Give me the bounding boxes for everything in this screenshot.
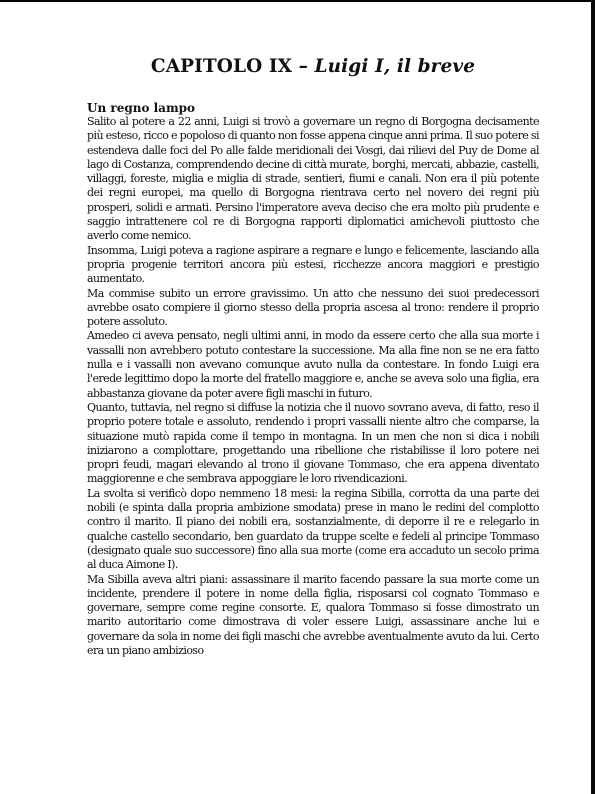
paragraph: Insomma, Luigi poteva a ragione aspirare a regnare e lungo e felicemente, lasciando alla propria progenie territori ancora più estesi, ricchezze ancora maggiori e prestigio aumentato. <box>87 243 539 286</box>
paragraph: Amedeo ci aveva pensato, negli ultimi anni, in modo da essere certo che alla sua morte i vassalli non avrebbero potuto contestare la successione. Ma alla fine non se ne era fatto nulla e i vassalli non avevano comunque avuto nulla da contestare. In fondo Luigi era l'erede legittimo dopo la morte del fratello maggiore e, anche se aveva solo una figlia, era abbastanza giovane da poter avere figli maschi in futuro. <box>87 329 539 400</box>
paragraph: Ma commise subito un errore gravissimo. Un atto che nessuno dei suoi predecessori avrebbe osato compiere il giorno stesso della propria ascesa al trono: rendere il proprio potere assoluto. <box>87 286 539 329</box>
chapter-subtitle: Luigi I, il breve <box>314 56 476 77</box>
chapter-title <box>87 56 539 77</box>
page-top-border <box>0 0 595 2</box>
page-right-border <box>591 0 595 794</box>
paragraph: Quanto, tuttavia, nel regno si diffuse la notizia che il nuovo sovrano aveva, di fatto, reso il proprio potere totale e assoluto, rendendo i propri vassalli niente altro che comparse, la situazione mutò rapida come il tempo in montagna. In un men che non si dica i nobili iniziarono a complottare, progettando una ribellione che ristabilisse il loro potere nei propri feudi, magari elevando al trono il giovane Tommaso, che era appena diventato maggiorenne e che sembrava appoggiare le loro rivendicazioni. <box>87 400 539 486</box>
paragraph: Ma Sibilla aveva altri piani: assassinare il marito facendo passare la sua morte come un incidente, prendere il potere in nome della figlia, risposarsi col cognato Tommaso e governare, sempre come regine consorte. E, qualora Tommaso si fosse dimostrato un marito autoritario come dimostrava di voler essere Luigi, assassinare anche lui e governare da sola in nome dei figli maschi che avrebbe aventualmente avuto da lui. Certo era un piano ambizioso <box>87 572 539 657</box>
section-heading: Un regno lampo <box>87 101 196 115</box>
paragraph: Salito al potere a 22 anni, Luigi si trovò a governare un regno di Borgogna decisamente più esteso, ricco e popoloso di quanto non fosse appena cinque anni prima. Il suo potere si estendeva dalle foci del Po alle falde meridionali dei Vosgi, dai rilievi del Puy de Dome al lago di Costanza, comprendendo decine di città murate, borghi, mercati, abbazie, castelli, villaggi, foreste, miglia e miglia di strade, sentieri, fiumi e canali. Non era il più potente dei regni europei, ma quello di Borgogna rientrava certo nel novero dei regni più prosperi, solidi e armati. Persino l'imperatore aveva deciso che era molto più prudente e saggio intrattenere col re di Borgogna rapporti diplomatici amichevoli piuttosto che averlo come nemico. <box>87 115 539 243</box>
paragraph: La svolta si verificò dopo nemmeno 18 mesi: la regina Sibilla, corrotta da una parte dei nobili (e spinta dalla propria ambizione smodata) prese in mano le redini del complotto contro il marito. Il piano dei nobili era, sostanzialmente, di deporre il re e relegarlo in qualche castello secondario, ben guardato da truppe scelte e fedeli al principe Tommaso (designato quale suo successore) fino alla sua morte (come era accaduto un secolo prima al duca Aimone I). <box>87 486 539 572</box>
document-page <box>87 56 539 658</box>
chapter-number: CAPITOLO IX – <box>150 56 308 77</box>
